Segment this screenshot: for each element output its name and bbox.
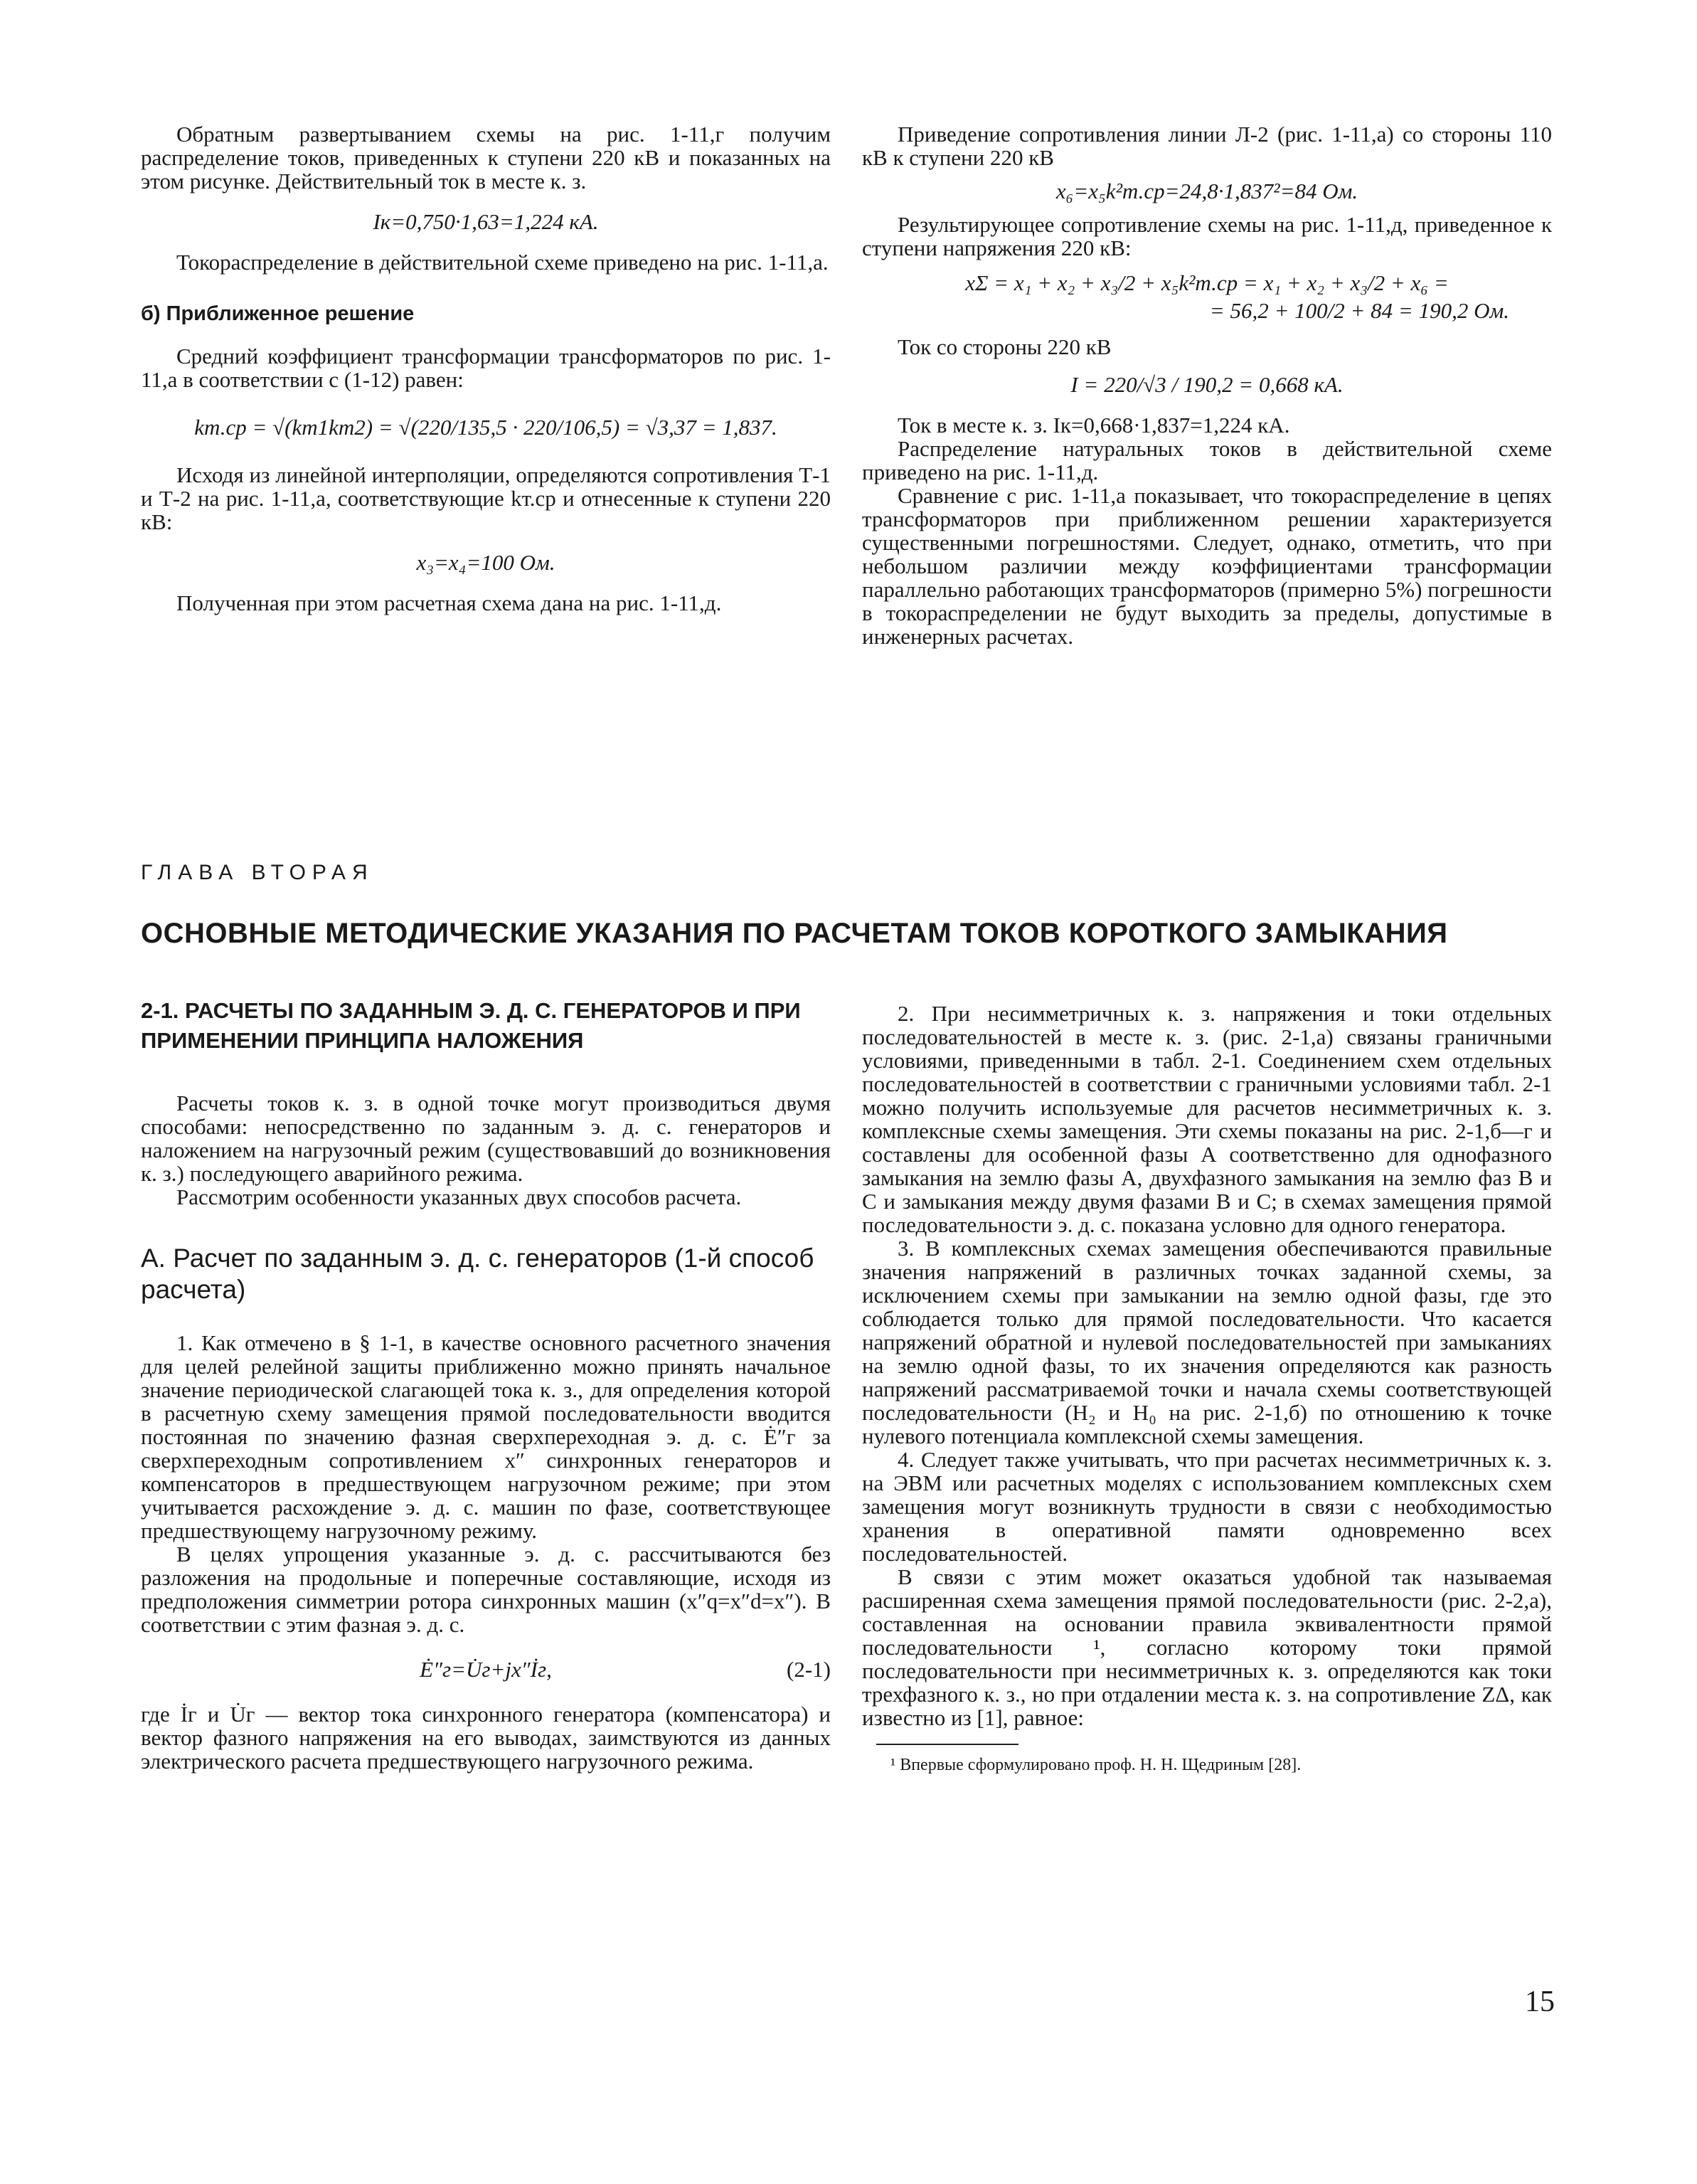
bottom-right-column <box>862 1002 1552 1777</box>
footnote: ¹ Впервые сформулировано проф. Н. Н. Щедриным [28]. <box>890 1756 1302 1774</box>
bottom-left-column <box>141 996 831 1773</box>
paragraph: 3. В комплексных схемах замещения обеспечиваются правильные значения напряжений в различных точках заданной схемы, за исключением схемы при замыкании на землю одной фазы, где это соблюдается только для прямой последовательности. Что касается напряжений обратной и нулевой последовательностей при замыканиях на землю одной фазы, то их значения определяются как разность напряжений рассматриваемой точки и начала схемы соответствующей последовательности (Н₂ и Н₀ на рис. 2-1,б) по отношению к точке нулевого потенциала комплексной схемы замещения. <box>862 1236 1552 1448</box>
paragraph: 2. При несимметричных к. з. напряжения и токи отдельных последовательностей в месте к. з. (рис. 2-1,а) связаны граничными условиями, приведенными в табл. 2-1. Соединением схем отдельных последовательностей в соответствии с граничными условиями табл. 2-1 можно получить используемые для расчетов несимметричных к. з. комплексные схемы замещения. Эти схемы показаны на рис. 2-1,б—г и составлены для особенной фазы А соответственно для однофазного замыкания на землю фазы А, двухфазного замыкания на землю фаз В и С и замыкания между двумя фазами В и С; в схемах замещения прямой последовательности э. д. с. показана условно для одного генератора. <box>862 1001 1552 1237</box>
chapter-title: ОСНОВНЫЕ МЕТОДИЧЕСКИЕ УКАЗАНИЯ ПО РАСЧЕТАМ ТОКОВ КОРОТКОГО ЗАМЫКАНИЯ <box>141 918 1448 949</box>
section-title: 2-1. РАСЧЕТЫ ПО ЗАДАННЫМ Э. Д. С. ГЕНЕРАТОРОВ И ПРИ ПРИМЕНЕНИИ ПРИНЦИПА НАЛОЖЕНИЯ <box>141 998 801 1053</box>
paragraph: Результирующее сопротивление схемы на рис. 1-11,д, приведенное к ступени напряжения 220 кВ: <box>862 212 1552 260</box>
top-right-column <box>862 122 1552 648</box>
page-number: 15 <box>1525 1986 1555 2018</box>
paragraph: где İг и U̇г — вектор тока синхронного генератора (компенсатора) и вектор фазного напряжения на его выводах, заимствуются из данных электрического расчета предшествующего нагрузочного режима. <box>141 1702 831 1774</box>
paragraph: Обратным развертыванием схемы на рис. 1-11,г получим распределение токов, приведенных к ступени 220 кВ и показанных на этом рисунке. Действительный ток в месте к. з. <box>141 122 831 194</box>
top-left-column <box>141 122 831 615</box>
paragraph: Приведение сопротивления линии Л-2 (рис. 1-11,а) со стороны 110 кВ к ступени 220 кВ <box>862 122 1552 170</box>
paragraph: Распределение натуральных токов в действительной схеме приведено на рис. 1-11,д. <box>862 436 1552 484</box>
paragraph: Полученная при этом расчетная схема дана на рис. 1-11,д. <box>176 590 722 615</box>
paragraph: 1. Как отмечено в § 1-1, в качестве основного расчетного значения для целей релейной защиты приближенно можно принять начальное значение периодической слагающей тока к. з., для определения которой в расчетную схему замещения прямой последовательности вводится постоянная по значению фазная сверхпереходная э. д. с. Ė″г за сверхпереходным сопротивлением x″ синхронных генераторов и компенсаторов в предшествующем нагрузочном режиме; при этом учитывается расхождение э. д. с. машин по фазе, соответствующее предшествующему нагрузочному режиму. <box>141 1330 831 1543</box>
formula-ik: Iк=0,750·1,63=1,224 кА. <box>373 209 599 234</box>
paragraph: Сравнение с рис. 1-11,а показывает, что токораспределение в цепях трансформаторов при приближенном решении характеризуется существенными погрешностями. Следует, однако, отметить, что при небольшом различии между коэффициентами трансформации параллельно работающих трансформаторов (примерно 5%) погрешности в токораспределении не будут выходить за пределы, допустимые в инженерных расчетах. <box>862 483 1552 649</box>
equation-number: (2-1) <box>787 1657 831 1682</box>
paragraph: Средний коэффициент трансформации трансформаторов по рис. 1-11,а в соответствии с (1-12) равен: <box>141 344 831 392</box>
paragraph: Ток со стороны 220 кВ <box>898 334 1112 359</box>
subheading-approx-solution: б) Приближенное решение <box>141 302 415 325</box>
formula-x6: x₆=x₅k²т.ср=24,8·1,837²=84 Ом. <box>1055 179 1358 203</box>
formula-2-1 <box>141 1658 831 1681</box>
paragraph: Расчеты токов к. з. в одной точке могут производиться двумя способами: непосредственно по заданным э. д. с. генераторов и наложением на нагрузочный режим (существовавший до возникновения к. з.) последующего аварийного режима. <box>141 1091 831 1186</box>
formula-xsum-b: = 56,2 + 100/2 + 84 = 190,2 Ом. <box>1209 298 1509 323</box>
paragraph: 4. Следует также учитывать, что при расчетах несимметричных к. з. на ЭВМ или расчетных моделях с использованием комплексных схем замещения могут возникнуть трудности в связи с необходимостью хранения в оперативной памяти одновременно всех последовательностей. <box>862 1447 1552 1566</box>
footnote-divider <box>876 1744 1018 1745</box>
formula-xsum-a: xΣ = x₁ + x₂ + x₃/2 + x₅k²т.ср = x₁ + x₂ + x₃/2 + x₆ = <box>965 270 1449 295</box>
paragraph: Ток в месте к. з. Iк=0,668·1,837=1,224 кА. <box>898 413 1290 438</box>
formula-current: I = 220/√3 / 190,2 = 0,668 кА. <box>1070 372 1344 397</box>
formula-2-1-expr: Ė″г=U̇г+jx″İг, <box>420 1657 552 1682</box>
paragraph: Исходя из линейной интерполяции, определяются сопротивления Т-1 и Т-2 на рис. 1-11,а, соответствующие kт.ср и отнесенные к ступени 220 кВ: <box>141 462 831 534</box>
paragraph: В целях упрощения указанные э. д. с. рассчитываются без разложения на продольные и поперечные составляющие, исходя из предположения симметрии ротора синхронных машин (x″q=x″d=x″). В соответствии с этим фазная э. д. с. <box>141 1542 831 1637</box>
paragraph: В связи с этим может оказаться удобной так называемая расширенная схема замещения прямой последовательности (рис. 2-2,а), составленная на основании правила эквивалентности прямой последовательности ¹, согласно которому токи прямой последовательности при несимметричных к. з. определяются как токи трехфазного к. з., но при отдалении места к. з. на сопротивление ZΔ, как известно из [1], равное: <box>862 1564 1552 1730</box>
paragraph: Рассмотрим особенности указанных двух способов расчета. <box>176 1184 742 1209</box>
formula-kt-avg: kт.ср = √(kт1kт2) = √(220/135,5 · 220/106,5) = √3,37 = 1,837. <box>194 415 777 440</box>
formula-x3-x4: x₃=x₄=100 Ом. <box>416 550 555 575</box>
subsection-title: А. Расчет по заданным э. д. с. генераторов (1-й способ расчета) <box>141 1244 814 1304</box>
paragraph: Токораспределение в действительной схеме приведено на рис. 1-11,а. <box>176 250 829 275</box>
chapter-label: ГЛАВА ВТОРАЯ <box>141 861 374 884</box>
